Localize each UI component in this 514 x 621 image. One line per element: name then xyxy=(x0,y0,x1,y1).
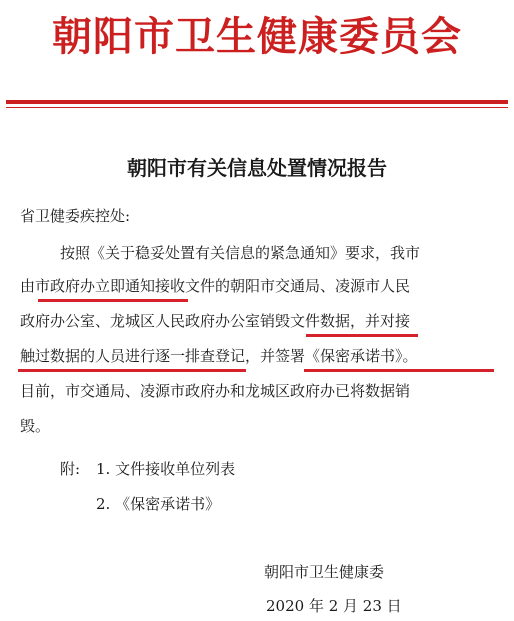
signature-date: 2020 年 2 月 23 日 xyxy=(266,597,402,615)
document-title: 朝阳市有关信息处置情况报告 xyxy=(127,156,387,180)
body-line-1: 按照《关于稳妥处置有关信息的紧急通知》要求，我市 xyxy=(60,244,421,262)
attachment-item: 2. 《保密承诺书》 xyxy=(96,495,221,513)
body-line-6: 毁。 xyxy=(20,417,51,435)
signature-organization: 朝阳市卫生健康委 xyxy=(264,563,385,581)
highlight-underline xyxy=(38,299,188,302)
letterhead-title: 朝阳市卫生健康委员会 xyxy=(52,14,462,60)
attachments-label: 附: xyxy=(60,460,81,478)
attachment-item: 1. 文件接收单位列表 xyxy=(96,460,236,478)
body-line-4: 触过数据的人员进行逐一排查登记，并签署《保密承诺书》。 xyxy=(20,347,418,365)
highlight-underline xyxy=(306,334,418,337)
highlight-underline xyxy=(304,369,494,372)
body-line-2: 由市政府办立即通知接收文件的朝阳市交通局、凌源市人民 xyxy=(20,277,411,295)
body-line-5: 目前，市交通局、凌源市政府办和龙城区政府办已将数据销 xyxy=(20,382,411,400)
body-line-3: 政府办公室、龙城区人民政府办公室销毁文件数据，并对接 xyxy=(20,312,411,330)
letterhead-divider-thick xyxy=(6,100,508,104)
highlight-underline xyxy=(18,369,246,372)
letterhead-divider-thin xyxy=(6,107,508,108)
salutation: 省卫健委疾控处: xyxy=(20,207,131,225)
